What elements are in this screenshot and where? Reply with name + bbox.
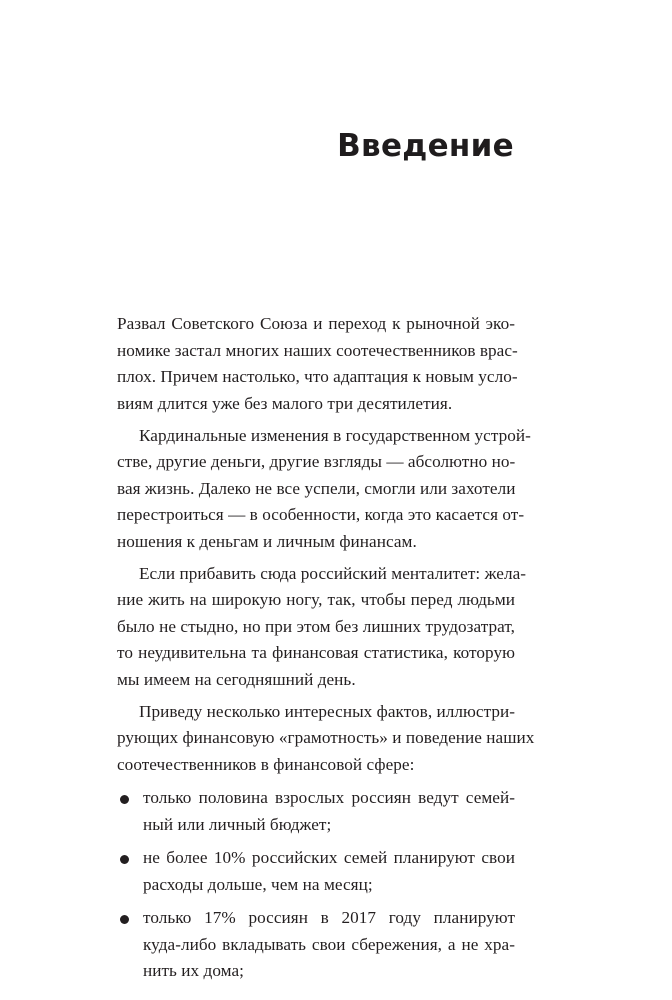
paragraph-line: виям длится уже без малого три десятилетия. — [117, 393, 453, 413]
list-item-line: не более 10% российских семей планируют свои — [143, 848, 515, 867]
paragraph-line: Развал Советского Союза и переход к рыночной эко- — [117, 314, 515, 333]
paragraph-line: вая жизнь. Далеко не все успели, смогли или захотели — [117, 478, 516, 498]
list-item — [117, 845, 515, 898]
paragraph-line: то неудивительна та финансовая статистика, которую — [117, 643, 515, 662]
bullet-icon — [120, 855, 129, 864]
list-item — [117, 905, 515, 985]
paragraph-line: стве, другие деньги, другие взгляды — абсолютно но- — [117, 452, 516, 471]
paragraph-line: рующих финансовую «грамотность» и поведение наших — [117, 728, 535, 747]
bullet-icon — [120, 795, 129, 804]
paragraph-line: соотечественников в финансовой сфере: — [117, 754, 415, 774]
paragraph-3 — [117, 561, 527, 694]
facts-list — [117, 785, 515, 985]
paragraph-line: Приведу несколько интересных фактов, иллюстри- — [139, 701, 516, 721]
list-item-line: расходы дольше, чем на месяц; — [143, 874, 373, 894]
list-item-line: куда-либо вкладывать свои сбережения, а не хра- — [143, 934, 515, 954]
paragraph-line: мы имеем на сегодняшний день. — [117, 669, 356, 689]
paragraph-1 — [117, 311, 518, 417]
paragraph-line: ношения к деньгам и личным финансам. — [117, 531, 417, 551]
paragraph-line: плох. Причем настолько, что адаптация к новым усло- — [117, 367, 518, 386]
list-item-line: нить их дома; — [143, 961, 244, 980]
paragraph-4 — [117, 699, 535, 779]
paragraph-line: номике застал многих наших соотечественников врас- — [117, 340, 518, 360]
paragraph-line: было не стыдно, но при этом без лишних трудозатрат, — [117, 616, 515, 636]
paragraph-line: Кардинальные изменения в государственном устрой- — [139, 425, 531, 445]
list-item — [117, 785, 515, 838]
paragraph-line: Если прибавить сюда российский менталитет: жела- — [139, 563, 527, 583]
paragraph-2 — [117, 423, 531, 556]
paragraph-line: перестроиться — в особенности, когда это касается от- — [117, 505, 525, 524]
paragraph-line: ние жить на широкую ногу, так, чтобы перед людьми — [117, 590, 515, 609]
body-text — [117, 311, 535, 985]
list-item-line: ный или личный бюджет; — [143, 814, 332, 834]
chapter-title: Введение — [337, 128, 514, 164]
list-item-line: только половина взрослых россиян ведут семей- — [143, 788, 515, 807]
list-item-line: только 17% россиян в 2017 году планируют — [143, 908, 515, 927]
bullet-icon — [120, 915, 129, 924]
